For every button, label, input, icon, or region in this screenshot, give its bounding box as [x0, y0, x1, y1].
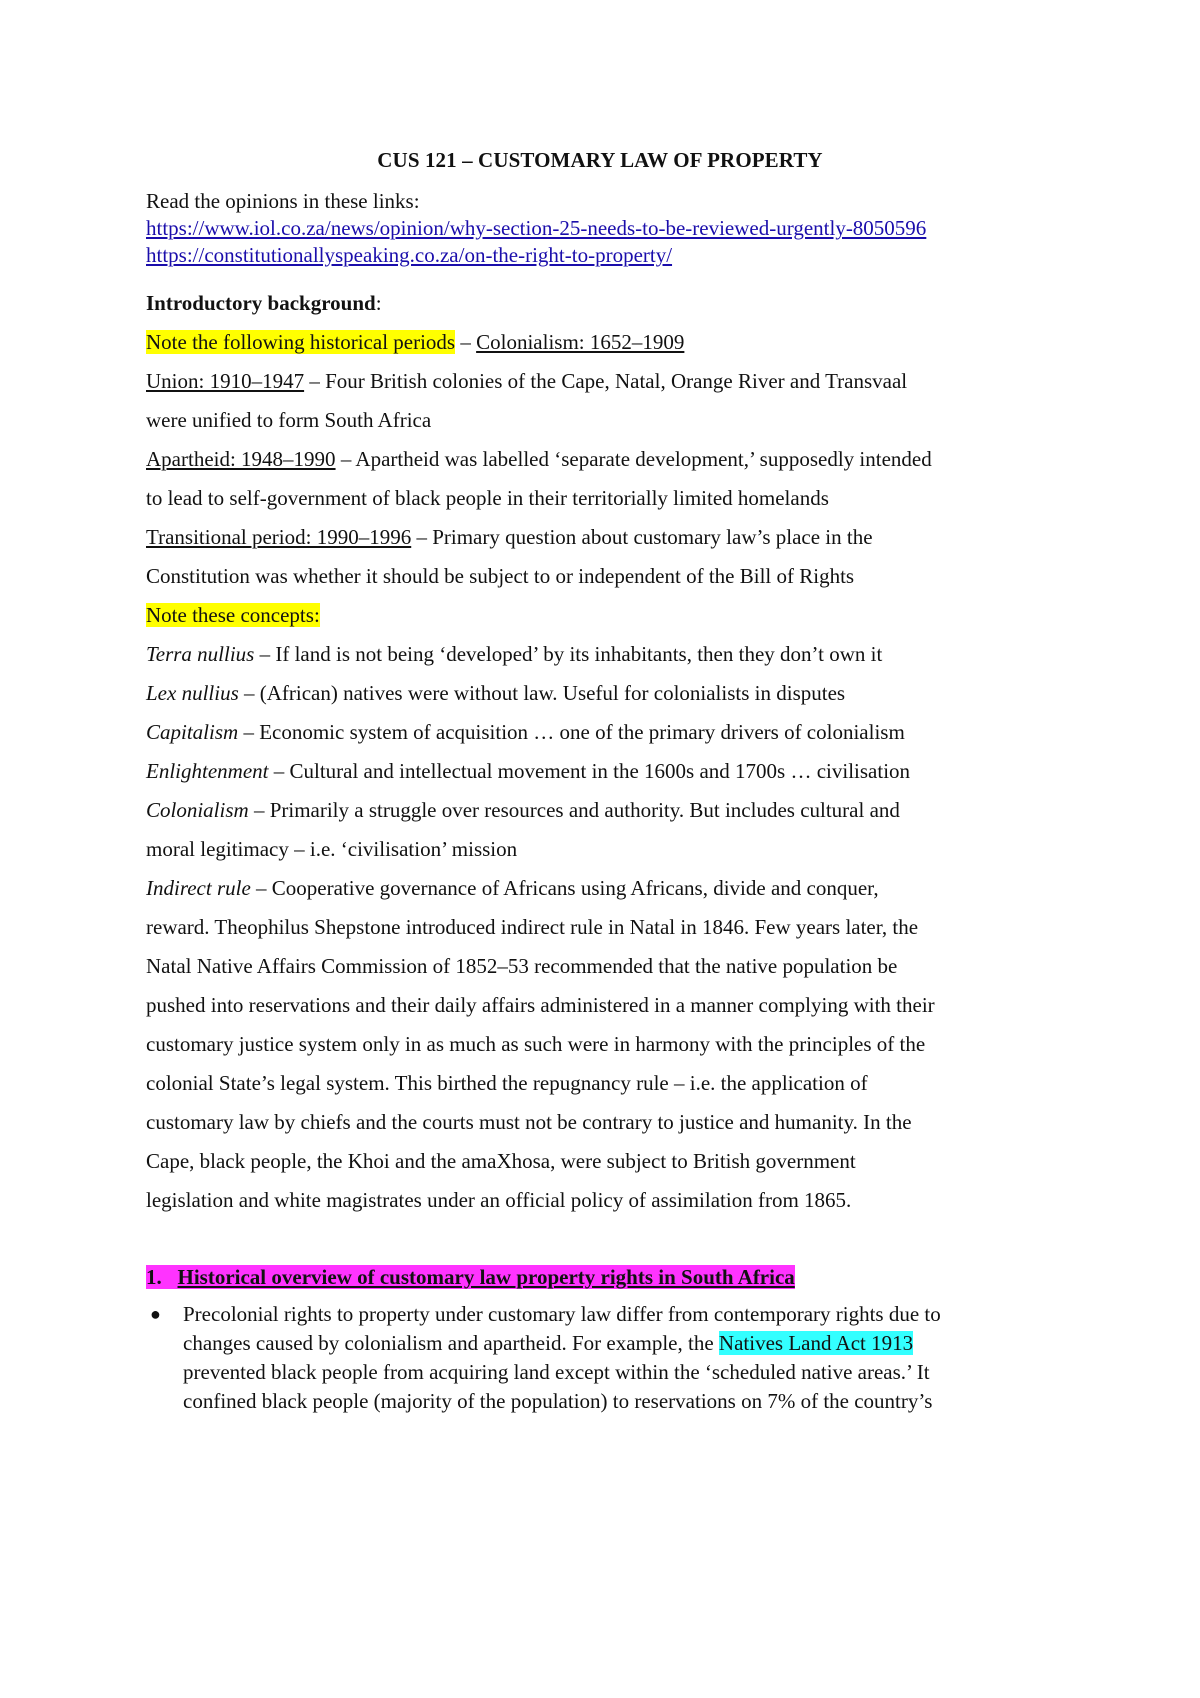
concept-term: Colonialism [146, 798, 249, 822]
periods-note-line: Note the following historical periods – Colonialism: 1652–1909 [146, 330, 685, 354]
section-1-heading-text: 1. Historical overview of customary law property rights in South Africa [146, 1265, 795, 1289]
concept-term: Enlightenment [146, 759, 269, 783]
period-transitional: Transitional period: 1990–1996 [146, 525, 412, 549]
section-1-bullet-line: confined black people (majority of the population) to reservations on 7% of the country’s [183, 1389, 933, 1413]
document-title: CUS 121 – CUSTOMARY LAW OF PROPERTY [377, 148, 823, 172]
indirect-rule-line: customary law by chiefs and the courts must not be contrary to justice and humanity. In the [146, 1110, 912, 1134]
concept-enlightenment: Enlightenment – Cultural and intellectual movement in the 1600s and 1700s … civilisation [146, 759, 911, 783]
intro-heading-line: Introductory background: [146, 291, 382, 315]
section-1-bullet-line: Precolonial rights to property under customary law differ from contemporary rights due to [183, 1302, 941, 1326]
indirect-rule-line: colonial State’s legal system. This birthed the repugnancy rule – i.e. the application of [146, 1071, 868, 1095]
links-intro: Read the opinions in these links: [146, 189, 420, 213]
indirect-rule-line: reward. Theophilus Shepstone introduced indirect rule in Natal in 1846. Few years later, the [146, 915, 919, 939]
link-constitutionally-speaking[interactable] [146, 242, 672, 268]
concepts-note: Note these concepts: [146, 603, 320, 627]
indirect-rule-line: legislation and white magistrates under an official policy of assimilation from 1865. [146, 1188, 852, 1212]
natives-land-act-highlight: Natives Land Act 1913 [718, 1331, 914, 1355]
concept-colonialism-line2: moral legitimacy – i.e. ‘civilisation’ mission [146, 837, 518, 861]
period-transitional-line2: Constitution was whether it should be subject to or independent of the Bill of Rights [146, 564, 855, 588]
link-iol-text[interactable]: https://www.iol.co.za/news/opinion/why-section-25-needs-to-be-reviewed-urgently-8050596 [146, 216, 927, 240]
bullet-icon: ● [150, 1304, 161, 1324]
indirect-rule-line: Cape, black people, the Khoi and the amaXhosa, were subject to British government [146, 1149, 856, 1173]
concept-colonialism: Colonialism – Primarily a struggle over resources and authority. But includes cultural and [146, 798, 900, 822]
concept-indirect-rule: Indirect rule – Cooperative governance of Africans using Africans, divide and conquer, [146, 876, 879, 900]
period-apartheid-line2: to lead to self-government of black people in their territorially limited homelands [146, 486, 829, 510]
section-1-bullet-line: prevented black people from acquiring land except within the ‘scheduled native areas.’ It [183, 1360, 930, 1384]
concept-term: Terra nullius [146, 642, 255, 666]
concept-term: Capitalism [146, 720, 239, 744]
period-union-line2: were unified to form South Africa [146, 408, 432, 432]
link-iol[interactable] [146, 215, 926, 241]
period-union-line: Union: 1910–1947 – Four British colonies of the Cape, Natal, Orange River and Transvaal [146, 369, 908, 393]
concept-terra-nullius: Terra nullius – If land is not being ‘developed’ by its inhabitants, then they don’t own it [146, 642, 883, 666]
concept-capitalism: Capitalism – Economic system of acquisition … one of the primary drivers of colonialism [146, 720, 905, 744]
indirect-rule-line: customary justice system only in as much as such were in harmony with the principles of the [146, 1032, 926, 1056]
period-union: Union: 1910–1947 [146, 369, 305, 393]
concept-term: Indirect rule [146, 876, 251, 900]
section-1-heading [146, 1264, 795, 1290]
intro-heading: Introductory background [146, 291, 376, 315]
period-transitional-line: Transitional period: 1990–1996 – Primary question about customary law’s place in the [146, 525, 873, 549]
concepts-note-line [146, 602, 320, 628]
period-colonialism: Colonialism: 1652–1909 [476, 330, 685, 354]
period-apartheid: Apartheid: 1948–1990 [146, 447, 336, 471]
indirect-rule-line: Natal Native Affairs Commission of 1852–53 recommended that the native population be [146, 954, 898, 978]
concept-term: Lex nullius [146, 681, 239, 705]
indirect-rule-line: pushed into reservations and their daily affairs administered in a manner complying with their [146, 993, 935, 1017]
link-cs-text[interactable]: https://constitutionallyspeaking.co.za/on-the-right-to-property/ [146, 243, 673, 267]
section-1-bullet-line: changes caused by colonialism and apartheid. For example, the Natives Land Act 1913 [183, 1331, 914, 1355]
periods-note: Note the following historical periods [146, 330, 456, 354]
period-apartheid-line: Apartheid: 1948–1990 – Apartheid was labelled ‘separate development,’ supposedly intended [146, 447, 932, 471]
concept-lex-nullius: Lex nullius – (African) natives were without law. Useful for colonialists in disputes [146, 681, 846, 705]
